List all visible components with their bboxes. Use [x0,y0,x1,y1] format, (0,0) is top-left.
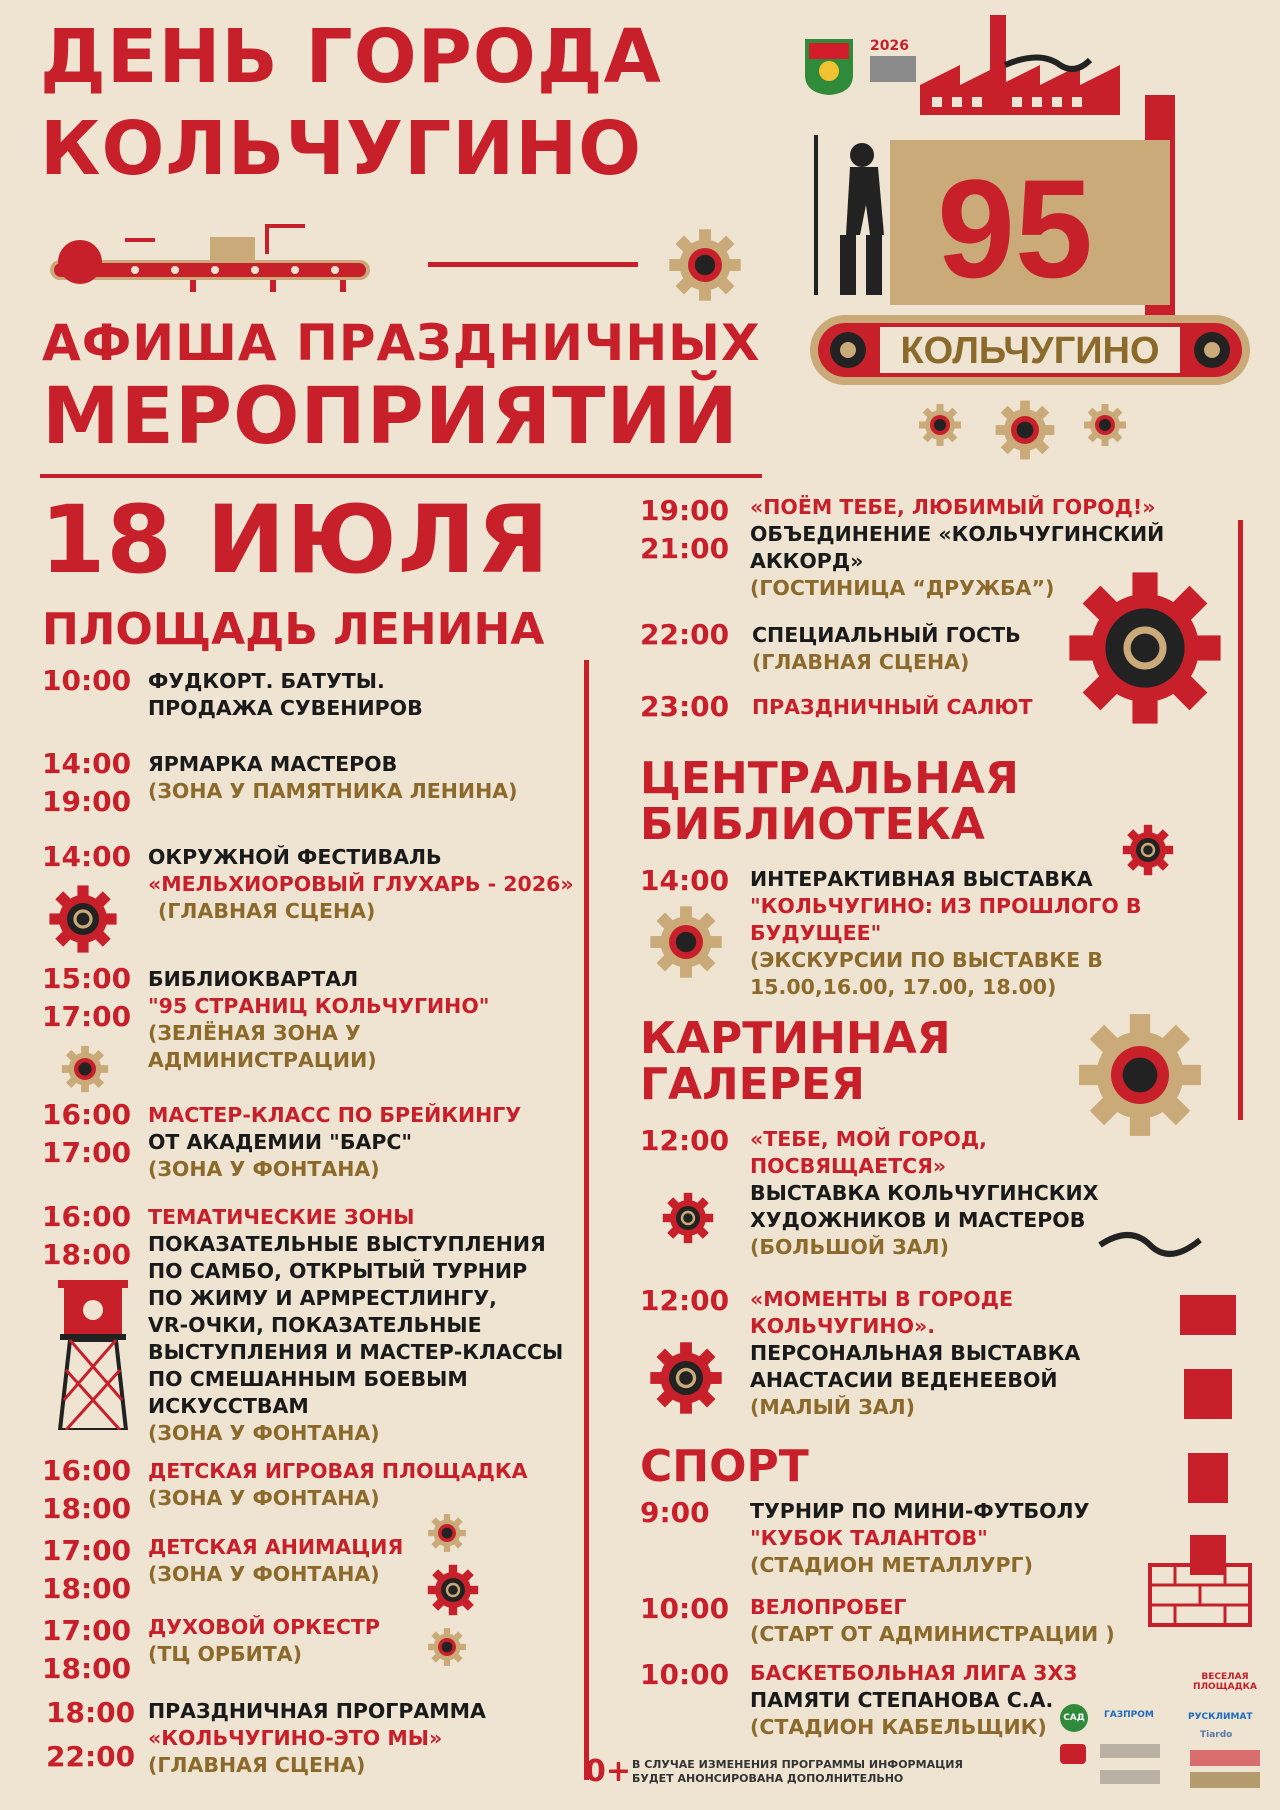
title-line-2: КОЛЬЧУГИНО [40,106,643,192]
title-line-1: ДЕНЬ ГОРОДА [40,14,662,100]
event-line: ФУДКОРТ. БАТУТЫ. [148,669,385,693]
sponsor-logo: ГАЗПРОМ [1104,1710,1154,1720]
event-time: 18:00 [42,1238,132,1271]
event-line: ТЕМАТИЧЕСКИЕ ЗОНЫ [148,1205,415,1229]
event-line: "КУБОК ТАЛАНТОВ" [750,1526,988,1550]
event-time: 10:00 [640,1592,730,1625]
event-time: 16:00 [42,1098,132,1131]
gear-icon [1070,1010,1210,1140]
event-location: (МАЛЫЙ ЗАЛ) [750,1395,916,1419]
anniversary-emblem [800,5,1260,480]
event-time: 15:00 [42,962,132,995]
event-time: 17:00 [42,1614,132,1647]
event-line: «ТЕБЕ, МОЙ ГОРОД, [750,1127,987,1151]
event-line: ПО САМБО, ОТКРЫТЫЙ ТУРНИР [148,1259,528,1283]
sponsor-logos [1060,1660,1270,1800]
event-time: 18:00 [46,1696,136,1729]
event-line: КОЛЬЧУГИНО». [750,1314,936,1338]
event-time: 19:00 [640,494,730,527]
event-location: (СТАДИОН МЕТАЛЛУРГ) [750,1553,1033,1577]
section-title-line: ГАЛЕРЕЯ [640,1059,865,1111]
section-title-line: БИБЛИОТЕКА [640,799,985,851]
event-time: 21:00 [640,532,730,565]
event-line: "КОЛЬЧУГИНО: ИЗ ПРОШЛОГО В [750,894,1142,918]
event-time: 12:00 [640,1284,730,1317]
event-time: 9:00 [640,1496,710,1529]
event-location: (БОЛЬШОЙ ЗАЛ) [750,1235,949,1259]
event-time: 18:00 [42,1572,132,1605]
footer-note-line: БУДЕТ АНОНСИРОВАНА ДОПОЛНИТЕЛЬНО [632,1772,904,1785]
event-time: 10:00 [42,664,132,697]
sponsor-logo: Tiardo [1200,1730,1233,1740]
event-time: 16:00 [42,1200,132,1233]
right-edge-rule [1238,520,1243,1120]
event-line: ДУХОВОЙ ОРКЕСТР [148,1615,380,1639]
event-time: 17:00 [42,1000,132,1033]
event-location: (СТАДИОН КАБЕЛЬЩИК) [750,1715,1047,1739]
event-line: ВЕЛОПРОБЕГ [750,1595,907,1619]
section-sport: СПОРТ [640,1441,809,1492]
event-line: «МОМЕНТЫ В ГОРОДЕ [750,1287,1013,1311]
event-location: (ЗОНА У ФОНТАНА) [148,1486,380,1510]
event-location: (ЗОНА У ФОНТАНА) [148,1421,380,1445]
event-time: 10:00 [640,1658,730,1691]
gear-icon [60,1044,110,1094]
age-rating: 0+ [585,1754,632,1789]
event-time: 23:00 [640,690,730,723]
event-line: СПЕЦИАЛЬНЫЙ ГОСТЬ [752,623,1021,647]
event-line: ПЕРСОНАЛЬНАЯ ВЫСТАВКА [750,1341,1081,1365]
event-time: 22:00 [640,618,730,651]
gear-icon [660,1190,716,1246]
event-location: (СТАРТ ОТ АДМИНИСТРАЦИИ ) [750,1622,1115,1646]
event-line: ПРАЗДНИЧНЫЙ САЛЮТ [752,695,1033,719]
event-location: (ЗОНА У ПАМЯТНИКА ЛЕНИНА) [148,779,518,803]
section-gallery [640,1013,951,1111]
event-time: 18:00 [42,1492,132,1525]
event-line: ПРОДАЖА СУВЕНИРОВ [148,696,423,720]
event-time: 17:00 [42,1534,132,1567]
event-line: ОБЪЕДИНЕНИЕ «КОЛЬЧУГИНСКИЙ [750,522,1165,546]
event-line: БУДУЩЕЕ" [750,921,882,945]
gear-icon [648,1340,724,1416]
event-date: 18 ИЮЛЯ [40,486,551,595]
event-location: (ТЦ ОРБИТА) [148,1642,302,1666]
footer-note [632,1758,963,1786]
year-badge: 2026 [870,38,909,54]
event-time: 14:00 [640,864,730,897]
event-line: ИСКУССТВАМ [148,1394,309,1418]
event-time: 14:00 [42,747,132,780]
event-line: «ПОЁМ ТЕБЕ, ЛЮБИМЫЙ ГОРОД!» [750,495,1156,519]
event-line: БАСКЕТБОЛЬНАЯ ЛИГА 3Х3 [750,1661,1078,1685]
event-location: АДМИНИСТРАЦИИ) [148,1048,377,1072]
event-time: 14:00 [42,840,132,873]
event-location: (ЗЕЛЁНАЯ ЗОНА У [148,1021,361,1045]
event-line: "95 СТРАНИЦ КОЛЬЧУГИНО" [148,994,490,1018]
event-time: 12:00 [640,1124,730,1157]
event-line: ОТ АКАДЕМИИ "БАРС" [148,1130,413,1154]
section-library [640,753,1019,851]
event-line: ПОКАЗАТЕЛЬНЫЕ ВЫСТУПЛЕНИЯ [148,1232,546,1256]
event-time: 17:00 [42,1136,132,1169]
chimney-icon [1090,1225,1260,1645]
event-line: ПАМЯТИ СТЕПАНОВА С.А. [750,1688,1054,1712]
event-line: «КОЛЬЧУГИНО-ЭТО МЫ» [148,1726,443,1750]
footer-note-line: В СЛУЧАЕ ИЗМЕНЕНИЯ ПРОГРАММЫ ИНФОРМАЦИЯ [632,1758,963,1771]
event-line: ПО СМЕШАННЫМ БОЕВЫМ [148,1367,468,1391]
event-line: АНАСТАСИИ ВЕДЕНЕЕВОЙ [750,1368,1058,1392]
event-line: ПО ЖИМУ И АРМРЕСТЛИНГУ, [148,1286,497,1310]
event-time: 18:00 [42,1652,132,1685]
section-title-line: ЦЕНТРАЛЬНАЯ [640,753,1019,804]
event-location: (ГЛАВНАЯ СЦЕНА) [148,1753,366,1777]
event-line: «МЕЛЬХИОРОВЫЙ ГЛУХАРЬ - 2026» [148,872,574,896]
event-location: (ГОСТИНИЦА “ДРУЖБА”) [750,576,1055,600]
event-line: ИНТЕРАКТИВНАЯ ВЫСТАВКА [750,867,1093,891]
gear-icon [1065,568,1225,728]
event-line: ОКРУЖНОЙ ФЕСТИВАЛЬ [148,845,442,869]
gear-icon [665,225,745,305]
header-rule-short [428,262,638,267]
event-line: ВЫСТУПЛЕНИЯ И МАСТЕР-КЛАССЫ [148,1340,564,1364]
clock-tower-icon [56,1280,130,1430]
event-line: ХУДОЖНИКОВ И МАСТЕРОВ [750,1208,1086,1232]
sponsor-logo: РУСКЛИМАТ [1188,1712,1253,1722]
event-time: 16:00 [42,1454,132,1487]
emblem-number: 95 [937,150,1093,307]
event-line: ДЕТСКАЯ АНИМАЦИЯ [148,1535,404,1559]
event-location: (ЭКСКУРСИИ ПО ВЫСТАВКЕ В [750,948,1103,972]
event-location: (ЗОНА У ФОНТАНА) [148,1562,380,1586]
conveyor-icon [40,222,380,292]
section-lenin-square: ПЛОЩАДЬ ЛЕНИНА [42,604,545,655]
section-title-line: КАРТИННАЯ [640,1013,951,1064]
header-rule [40,474,762,478]
event-line: ПОСВЯЩАЕТСЯ» [750,1154,947,1178]
gear-icon [48,884,118,954]
event-line: ЯРМАРКА МАСТЕРОВ [148,752,398,776]
event-location: (ГЛАВНАЯ СЦЕНА) [158,899,376,923]
event-time: 22:00 [46,1740,136,1773]
event-line: МАСТЕР-КЛАСС ПО БРЕЙКИНГУ [148,1103,522,1127]
subtitle-line-2: МЕРОПРИЯТИЙ [42,372,739,462]
event-location: 15.00,16.00, 17.00, 18.00) [750,975,1057,999]
sponsor-logo: ВЕСЕЛАЯ ПЛОЩАДКА [1193,1672,1257,1692]
event-time: 19:00 [42,785,132,818]
event-line: VR-ОЧКИ, ПОКАЗАТЕЛЬНЫЕ [148,1313,482,1337]
emblem-banner: КОЛЬЧУГИНО [900,330,1160,372]
sponsor-logo: САД [1060,1704,1088,1732]
event-location: (ГЛАВНАЯ СЦЕНА) [752,650,970,674]
event-line: ПРАЗДНИЧНАЯ ПРОГРАММА [148,1699,486,1723]
event-line: ТУРНИР ПО МИНИ-ФУТБОЛУ [750,1499,1090,1523]
gear-cluster-icon [425,1505,495,1675]
column-divider [584,660,589,1780]
event-line: ВЫСТАВКА КОЛЬЧУГИНСКИХ [750,1181,1099,1205]
event-location: (ЗОНА У ФОНТАНА) [148,1157,380,1181]
event-line: АККОРД» [750,549,864,573]
event-line: БИБЛИОКВАРТАЛ [148,967,359,991]
subtitle-line-1: АФИША ПРАЗДНИЧНЫХ [42,314,761,372]
event-line: ДЕТСКАЯ ИГРОВАЯ ПЛОЩАДКА [148,1459,528,1483]
gear-icon [648,904,724,980]
